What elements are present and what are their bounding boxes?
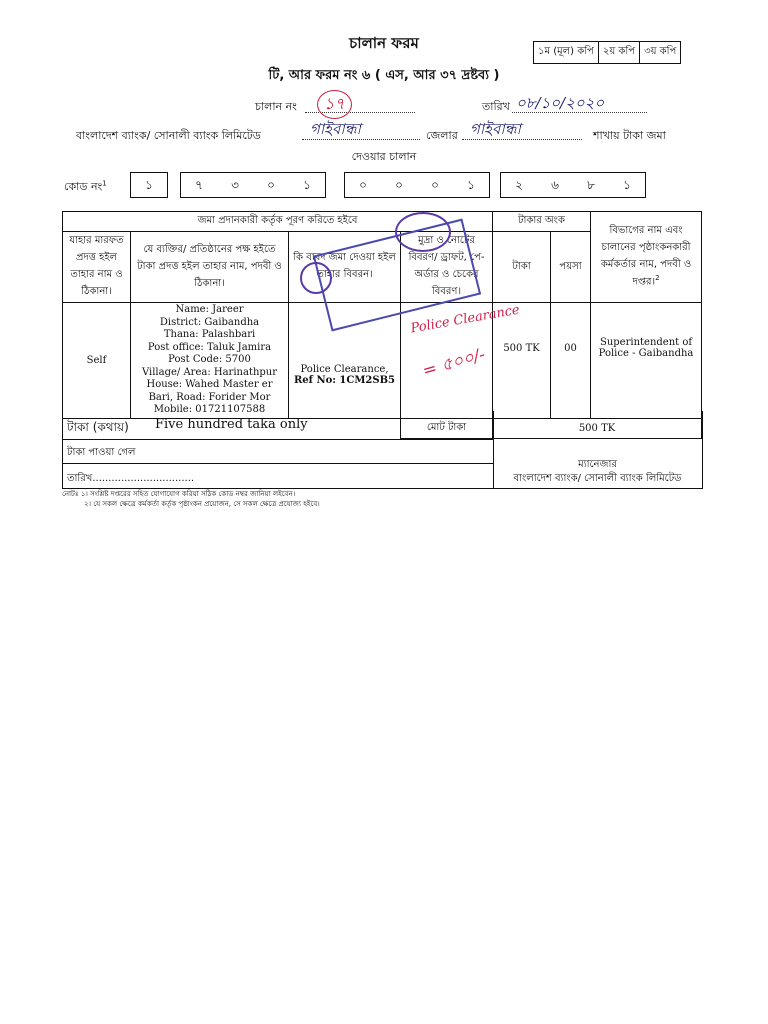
district-value: গাইবান্ধা	[470, 120, 521, 138]
dept-header: বিভাগের নাম এবং চালানের পৃষ্ঠাংকনকারী কর্মকর্তার নাম, পদবী ও দপ্তর।$^2$	[591, 212, 702, 303]
received-label: টাকা পাওয়া গেল	[67, 447, 136, 458]
payer-line: Mobile: 01721107588	[153, 404, 266, 415]
red-handwritten-amount: = ৫০০/-	[420, 344, 488, 382]
code-digit: ২	[515, 178, 523, 192]
code-digit: ০	[431, 178, 439, 192]
received-row	[63, 439, 493, 464]
col-instrument-header: মুদ্রা ও নোটের বিবরণ/ ড্রাফট, পে-অর্ডার ও চেকের বিবরণ।	[401, 232, 493, 303]
small-seal-stamp	[300, 262, 332, 294]
deposit-label-2: দেওয়ার চালান	[351, 150, 417, 163]
amount-header: টাকার অংক	[493, 212, 591, 232]
date-label: তারিখ	[482, 100, 510, 113]
code-digit: ০	[359, 178, 367, 192]
col-taka-header: টাকা	[493, 232, 551, 303]
challan-no-value: ১৭	[317, 90, 352, 119]
payer-line: Name: Jareer	[175, 304, 244, 315]
code-group-4	[500, 172, 646, 198]
branch-line	[302, 122, 420, 140]
in-words-value: Five hundred taka only	[155, 417, 308, 432]
code-group-3	[344, 172, 490, 198]
code-label: কোড নং$^1$	[64, 179, 107, 193]
purpose-text: Police Clearance,	[300, 363, 389, 375]
total-value: 500 TK	[493, 418, 702, 438]
manager-bank: বাংলাদেশ ব্যাংক/ সোনালী ব্যাংক লিমিটেড	[513, 473, 682, 484]
col-payer-header: যে ব্যক্তির/ প্রতিষ্ঠানের পক্ষ হইতে টাকা প্রদত্ত হইল তাহার নাম, পদবী ও ঠিকানা।	[131, 232, 289, 303]
code-digit: ১	[145, 178, 153, 192]
payer-line: Thana: Palashbari	[163, 329, 256, 340]
through-cell: Self	[63, 303, 131, 419]
date-value: ০৮/১০/২০২০	[516, 94, 605, 112]
total-label: মোট টাকা	[401, 418, 493, 438]
taka-cell: 500 TK	[493, 303, 551, 419]
payer-line: District: Gaibandha	[159, 316, 260, 328]
footnotes	[62, 489, 702, 509]
payer-line: Village/ Area: Harinathpur	[141, 366, 278, 378]
payer-line: Bari, Road: Forider Mor	[148, 391, 271, 403]
district-label: জেলার	[426, 129, 458, 142]
code-digit: ০	[395, 178, 403, 192]
copy-1: ১ম (মূল) কপি	[534, 42, 599, 63]
col-purpose-header: কি বাবদ জমা দেওয়া হইল তাহার বিবরন।	[289, 232, 401, 303]
col-through-header: যাহার মারফত প্রদত্ত হইল তাহার নাম ও ঠিকানা।	[63, 232, 131, 303]
deposit-label: শাখায় টাকা জমা	[593, 129, 666, 142]
code-group-2	[180, 172, 326, 198]
date-line	[512, 94, 647, 113]
district-line	[462, 122, 582, 140]
payer-line: Post office: Taluk Jamira	[147, 341, 272, 353]
lower-section	[62, 411, 703, 489]
col-poisa-header: পয়সা	[551, 232, 591, 303]
code-digit: ১	[303, 178, 311, 192]
round-seal-stamp	[395, 212, 451, 252]
manager-label: ম্যানেজার	[578, 459, 617, 470]
dept-cell: Superintendent of Police - Gaibandha	[591, 303, 702, 419]
form-subtitle: টি, আর ফরম নং ৬ ( এস, আর ৩৭ দ্রষ্টব্য )	[268, 68, 500, 83]
note-1: নোটঃ ১। সংশ্লিষ্ট দপ্তরের সহিত যোগাযোগ করিয়া সঠিক কোড নম্বর জানিয়া লইবেন।	[62, 490, 296, 498]
ref-text: Ref No: 1CM2SB5	[293, 374, 395, 386]
copy-indicator	[533, 41, 681, 64]
payer-cell	[131, 303, 289, 419]
code-digit: ৬	[551, 178, 559, 192]
code-digit: ০	[267, 178, 275, 192]
bank-label: বাংলাদেশ ব্যাংক/ সোনালী ব্যাংক লিমিটেড	[76, 129, 261, 142]
code-digit: ৮	[587, 178, 595, 192]
code-digit: ১	[467, 178, 475, 192]
depositor-header: জমা প্রদানকারী কর্তৃক পূরণ করিতে হইবে	[63, 212, 493, 232]
code-digit: ৭	[195, 178, 203, 192]
code-group-1	[130, 172, 168, 198]
form-title: চালান ফরম	[349, 34, 419, 52]
poisa-cell: 00	[551, 303, 591, 419]
payer-line: House: Wahed Master er	[146, 379, 273, 390]
copy-3: ৩য় কপি	[644, 46, 677, 57]
in-words-row	[63, 411, 493, 440]
challan-no-label: চালান নং	[255, 100, 297, 113]
code-digit: ৩	[231, 178, 239, 192]
payer-line: Post Code: 5700	[168, 354, 251, 365]
branch-value: গাইবান্ধা	[310, 120, 361, 138]
red-handwritten-note: Police Clearance	[409, 302, 521, 337]
challan-no-line	[305, 96, 415, 113]
copy-2: ২য় কপি	[599, 42, 640, 63]
lower-date-label: তারিখ................................	[67, 473, 195, 484]
code-digit: ১	[623, 178, 631, 192]
in-words-label: টাকা (কথায়)	[67, 420, 129, 434]
note-2: ২। যে সকল ক্ষেত্রে কর্মকর্তা কর্তৃক পৃষ্ঠাংকন প্রয়োজন, সে সকল ক্ষেত্রে প্রযোজ্য হইবে।	[84, 500, 320, 508]
